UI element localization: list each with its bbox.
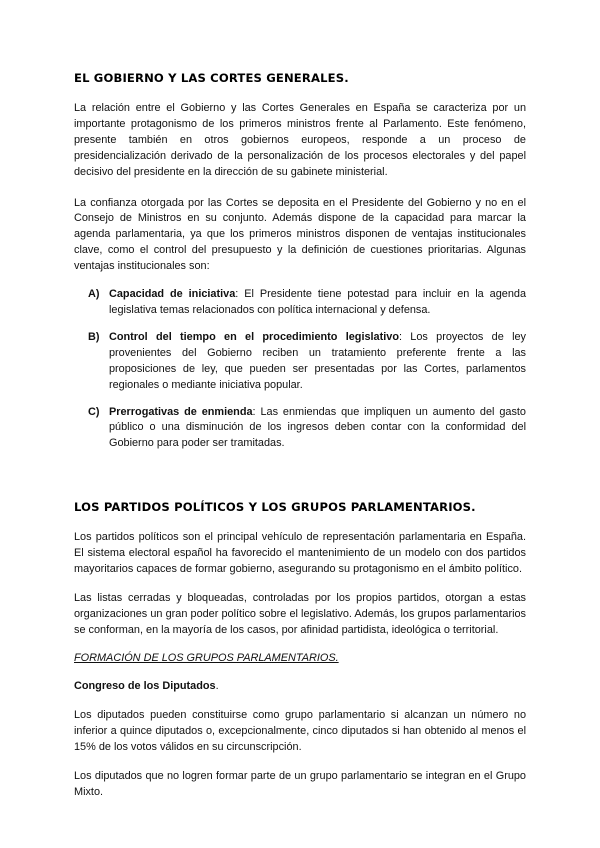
list-marker: B): [88, 330, 100, 343]
paragraph: La relación entre el Gobierno y las Cortes Generales en España se caracteriza por un importante protagonismo de los primeros ministros frente al Parlamento. Este fenómeno, presente también en otros gobiernos europeos, responde a un proceso de presidencialización derivado de la personalización de los procesos electorales y del papel decisivo del presidente en la dirección de su gabinete ministerial.: [74, 102, 526, 178]
list-item-text: : Los proyectos de ley provenientes del Gobierno reciben un tratamiento preferente frente a las proposiciones de ley, que pueden ser presentadas por las Cortes, parlamentos regionales o mediante iniciativa popular.: [109, 330, 526, 391]
subsection-title: FORMACIÓN DE LOS GRUPOS PARLAMENTARIOS.: [74, 651, 339, 664]
list-item-term: Capacidad de iniciativa: [109, 288, 236, 301]
section-heading-gobierno-cortes: EL GOBIERNO Y LAS CORTES GENERALES.: [74, 71, 349, 85]
document-body: [74, 70, 526, 801]
list-item-text: : Las enmiendas que impliquen un aumento del gasto público o una disminución de los ingresos deben contar con la conformidad del Gobierno para poder ser tramitadas.: [109, 405, 526, 450]
paragraph: Las listas cerradas y bloqueadas, controladas por los propios partidos, otorgan a estas organizaciones un gran poder político sobre el legislativo. Además, los grupos parlamentarios se conforman, en la mayoría de los casos, por afinidad partidista, ideológica o territorial.: [74, 591, 526, 636]
chamber-label: Congreso de los Diputados: [74, 679, 216, 692]
list-item: [74, 287, 526, 319]
list-marker: A): [88, 288, 100, 301]
list-item: [74, 405, 526, 453]
section-spacer: [74, 463, 526, 499]
list-item-text: : El Presidente tiene potestad para incluir en la agenda legislativa temas relacionados con política internacional y defensa.: [109, 288, 526, 316]
list-marker: C): [88, 405, 100, 418]
chamber-period: .: [215, 679, 219, 692]
paragraph: Los diputados pueden constituirse como grupo parlamentario si alcanzan un número no inferior a quince diputados o, excepcionalmente, cinco diputados si han obtenido al menos el 15% de los votos válidos en su circunscripción.: [74, 709, 526, 754]
institutional-advantages-list: [74, 287, 526, 452]
paragraph: La confianza otorgada por las Cortes se deposita en el Presidente del Gobierno y no en el Consejo de Ministros en su conjunto. Además dispone de la capacidad para marcar la agenda parlamentaria, ya que los primeros ministros disponen de ventajas institucionales clave, como el control del presupuesto y la definición de cuestiones prioritarias. Algunas ventajas institucionales son:: [74, 196, 526, 273]
section-heading-partidos-grupos: LOS PARTIDOS POLÍTICOS Y LOS GRUPOS PARLAMENTARIOS.: [74, 500, 476, 515]
list-item: [74, 330, 526, 394]
chamber-heading: [74, 679, 526, 695]
paragraph: Los diputados que no logren formar parte de un grupo parlamentario se integran en el Grupo Mixto.: [74, 770, 526, 799]
list-item-term: Control del tiempo en el procedimiento legislativo: [109, 330, 399, 343]
list-item-term: Prerrogativas de enmienda: [109, 405, 253, 418]
paragraph: Los partidos políticos son el principal vehículo de representación parlamentaria en España. El sistema electoral español ha favorecido el mantenimiento de un modelo con dos partidos mayoritarios capaces de formar gobierno, asegurando su protagonismo en el ámbito político.: [74, 531, 526, 576]
